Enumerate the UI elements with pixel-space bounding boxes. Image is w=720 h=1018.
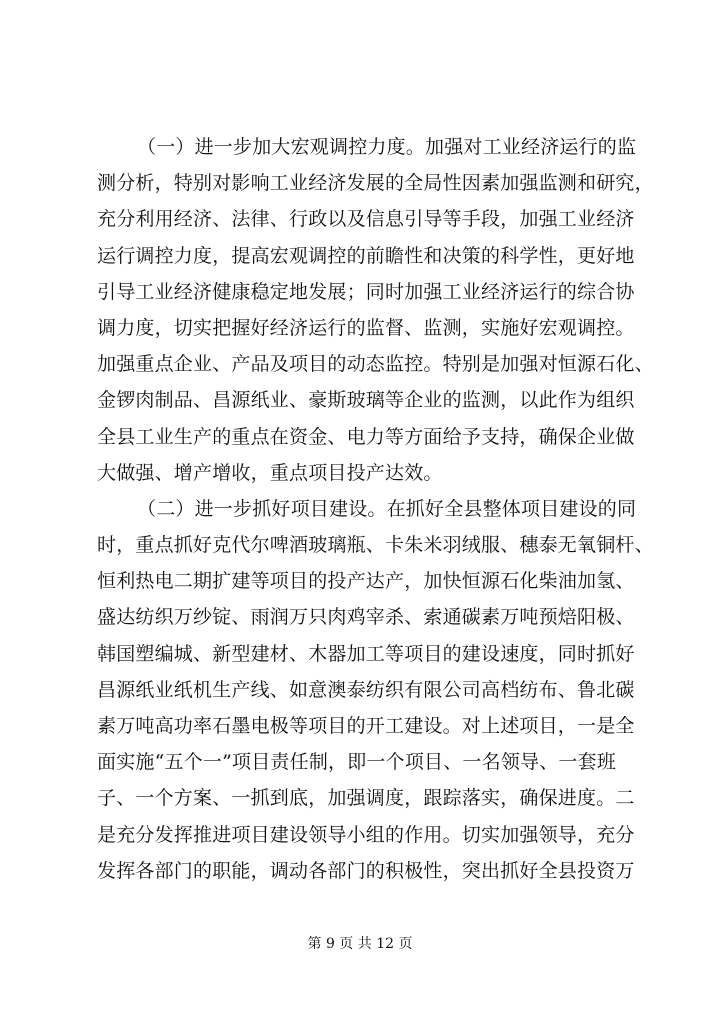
paragraph-line: 盛达纺织万纱锭、雨润万只肉鸡宰杀、索通碳素万吨预焙阳极、 [97,606,635,629]
paragraph-line: 充分利用经济、法律、行政以及信息引导等手段，加强工业经济 [97,208,635,231]
paragraph-line: 测分析，特别对影响工业经济发展的全局性因素加强监测和研究， [97,172,654,195]
paragraph-line: 调力度，切实把握好经济运行的监督、监测，实施好宏观调控。 [97,316,635,339]
page-body [97,129,657,889]
paragraph-line: 素万吨高功率石墨电极等项目的开工建设。对上述项目，一是全 [97,715,635,737]
paragraph-line: 昌源纸业纸机生产线、如意澳泰纺织有限公司高档纺布、鲁北碳 [97,678,635,701]
paragraph-line: 运行调控力度，提高宏观调控的前瞻性和决策的科学性，更好地 [97,244,635,267]
paragraph-line: 加强重点企业、产品及项目的动态监控。特别是加强对恒源石化、 [97,353,654,376]
paragraph-line: 全县工业生产的重点在资金、电力等方面给予支持，确保企业做 [97,425,635,448]
paragraph-line: 韩国塑编城、新型建材、木器加工等项目的建设速度，同时抓好 [97,642,635,665]
paragraph-line: 是充分发挥推进项目建设领导小组的作用。切实加强领导，充分 [97,823,635,846]
paragraph-line: 子、一个方案、一抓到底，加强调度，跟踪落实，确保进度。二 [97,787,635,810]
paragraph-line: 恒利热电二期扩建等项目的投产达产，加快恒源石化柴油加氢、 [97,570,635,593]
paragraph-line: 面实施“五个一”项目责任制，即一个项目、一名领导、一套班 [97,751,617,774]
paragraph-line: 时，重点抓好克代尔啤酒玻璃瓶、卡朱米羽绒服、穗泰无氧铜杆、 [97,534,654,557]
paragraph-line: 发挥各部门的职能，调动各部门的积极性，突出抓好全县投资万 [97,859,635,882]
paragraph-line: 引导工业经济健康稳定地发展；同时加强工业经济运行的综合协 [97,280,635,303]
paragraph-line: （二）进一步抓好项目建设。在抓好全县整体项目建设的同 [137,497,637,520]
page-footer [0,934,720,954]
paragraph-line: 金锣肉制品、昌源纸业、豪斯玻璃等企业的监测，以此作为组织 [97,389,635,412]
paragraph-1 [97,129,657,491]
paragraph-line: （一）进一步加大宏观调控力度。加强对工业经济运行的监 [137,136,637,158]
paragraph-line: 大做强、增产增收，重点项目投产达效。 [97,461,443,484]
paragraph-2 [97,491,657,889]
page-number: 第 9 页 共 12 页 [307,936,413,952]
